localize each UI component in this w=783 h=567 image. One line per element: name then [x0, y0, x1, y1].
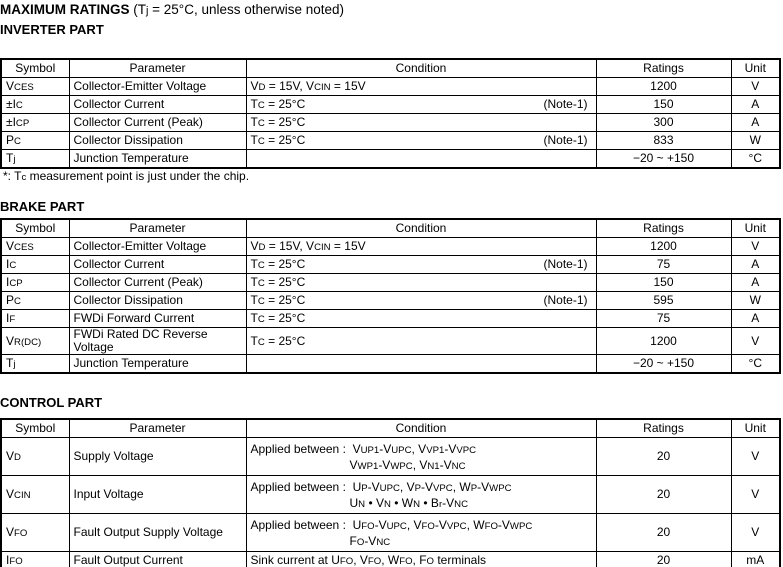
- cell-condition: TC = 25°C: [246, 274, 596, 292]
- cell-ratings: 20: [596, 514, 731, 552]
- cell-condition: TC = 25°C (Note-1): [246, 256, 596, 274]
- cell-condition: Sink current at UFO, VFO, WFO, FO terminals: [246, 552, 596, 567]
- section-heading-control: CONTROL PART: [0, 395, 103, 410]
- cell-symbol: VR(DC): [1, 328, 69, 355]
- cell-ratings: 150: [596, 96, 731, 114]
- cell-condition: VD = 15V, VCIN = 15V: [246, 238, 596, 256]
- cell-ratings: 75: [596, 310, 731, 328]
- cell-parameter: Collector Dissipation: [69, 292, 246, 310]
- cell-condition: Applied between : VUP1-VUPC, VVP1-VVPC VWP1-VWPC, VN1-VNC: [246, 438, 596, 476]
- cell-unit: V: [731, 328, 780, 355]
- page-title-bold: MAXIMUM RATINGS: [0, 2, 130, 17]
- column-header-unit: Unit: [731, 59, 780, 78]
- cell-parameter: Junction Temperature: [69, 150, 246, 169]
- cell-symbol: ICP: [1, 274, 69, 292]
- cell-ratings: 150: [596, 274, 731, 292]
- cell-unit: A: [731, 256, 780, 274]
- table-control-part: [0, 418, 781, 567]
- page-title: [0, 2, 344, 18]
- table-row: [1, 310, 780, 328]
- cell-ratings: 595: [596, 292, 731, 310]
- table-header-row: [1, 219, 780, 238]
- cell-unit: V: [731, 514, 780, 552]
- table-header-row: [1, 59, 780, 78]
- column-header-ratings: Ratings: [596, 59, 731, 78]
- cell-ratings: 20: [596, 438, 731, 476]
- column-header-parameter: Parameter: [69, 59, 246, 78]
- table-row: [1, 438, 780, 476]
- cell-ratings: 1200: [596, 78, 731, 96]
- cell-condition: TC = 25°C: [246, 310, 596, 328]
- cell-parameter: FWDi Rated DC Reverse Voltage: [69, 328, 246, 355]
- cell-condition-note: (Note-1): [543, 97, 588, 111]
- cell-condition-note: (Note-1): [543, 257, 588, 271]
- column-header-ratings: Ratings: [596, 419, 731, 438]
- cell-ratings: 20: [596, 476, 731, 514]
- table-brake-part: [0, 218, 781, 374]
- footnote-tc-measurement: *: Tc measurement point is just under the chip.: [3, 169, 250, 183]
- table-row: [1, 150, 780, 169]
- column-header-unit: Unit: [731, 219, 780, 238]
- table-inverter-part: [0, 58, 781, 169]
- cell-parameter: FWDi Forward Current: [69, 310, 246, 328]
- cell-symbol: VCES: [1, 78, 69, 96]
- cell-unit: °C: [731, 150, 780, 169]
- table-row: [1, 238, 780, 256]
- cell-ratings: 833: [596, 132, 731, 150]
- cell-parameter: Fault Output Current: [69, 552, 246, 567]
- table-row: [1, 96, 780, 114]
- table-row: [1, 514, 780, 552]
- cell-unit: V: [731, 78, 780, 96]
- cell-parameter: Input Voltage: [69, 476, 246, 514]
- column-header-ratings: Ratings: [596, 219, 731, 238]
- cell-condition: [246, 150, 596, 169]
- cell-condition-note: (Note-1): [543, 133, 588, 147]
- table-row: [1, 552, 780, 567]
- cell-ratings: 1200: [596, 238, 731, 256]
- cell-parameter: Collector Current (Peak): [69, 274, 246, 292]
- cell-condition: [246, 355, 596, 374]
- cell-symbol: Tj: [1, 150, 69, 169]
- table-row: [1, 256, 780, 274]
- cell-symbol: VD: [1, 438, 69, 476]
- cell-parameter: Supply Voltage: [69, 438, 246, 476]
- cell-condition: TC = 25°C: [246, 114, 596, 132]
- column-header-parameter: Parameter: [69, 419, 246, 438]
- cell-unit: A: [731, 274, 780, 292]
- cell-condition: TC = 25°C (Note-1): [246, 132, 596, 150]
- cell-condition: Applied between : UP-VUPC, VP-VVPC, WP-VWPC UN • VN • WN • Br-VNC: [246, 476, 596, 514]
- cell-unit: W: [731, 132, 780, 150]
- cell-unit: V: [731, 438, 780, 476]
- table-header-row: [1, 419, 780, 438]
- cell-condition-note: (Note-1): [543, 293, 588, 307]
- cell-unit: V: [731, 238, 780, 256]
- cell-unit: A: [731, 310, 780, 328]
- section-heading-inverter: INVERTER PART: [0, 22, 104, 37]
- cell-symbol: Tj: [1, 355, 69, 374]
- cell-parameter: Collector Dissipation: [69, 132, 246, 150]
- cell-unit: A: [731, 114, 780, 132]
- cell-parameter: Collector Current: [69, 256, 246, 274]
- cell-parameter: Collector Current: [69, 96, 246, 114]
- cell-condition: TC = 25°C (Note-1): [246, 292, 596, 310]
- cell-parameter: Collector Current (Peak): [69, 114, 246, 132]
- cell-ratings: 75: [596, 256, 731, 274]
- cell-condition: TC = 25°C: [246, 328, 596, 355]
- column-header-condition: Condition: [246, 219, 596, 238]
- table-row: [1, 292, 780, 310]
- table-row: [1, 274, 780, 292]
- column-header-condition: Condition: [246, 419, 596, 438]
- cell-unit: V: [731, 476, 780, 514]
- cell-ratings: 300: [596, 114, 731, 132]
- cell-condition: Applied between : UFO-VUPC, VFO-VVPC, WFO-VWPC FO-VNC: [246, 514, 596, 552]
- cell-symbol: VFO: [1, 514, 69, 552]
- cell-ratings: −20 ~ +150: [596, 355, 731, 374]
- table-row: [1, 328, 780, 355]
- table-row: [1, 78, 780, 96]
- section-heading-brake: BRAKE PART: [0, 199, 85, 214]
- cell-unit: °C: [731, 355, 780, 374]
- cell-ratings: −20 ~ +150: [596, 150, 731, 169]
- cell-unit: W: [731, 292, 780, 310]
- table-row: [1, 476, 780, 514]
- column-header-parameter: Parameter: [69, 219, 246, 238]
- cell-symbol: IC: [1, 256, 69, 274]
- page-title-condition: (Tj = 25°C, unless otherwise noted): [129, 2, 345, 17]
- table-row: [1, 114, 780, 132]
- table-row: [1, 132, 780, 150]
- cell-ratings: 1200: [596, 328, 731, 355]
- column-header-symbol: Symbol: [1, 419, 69, 438]
- column-header-symbol: Symbol: [1, 219, 69, 238]
- cell-unit: mA: [731, 552, 780, 567]
- column-header-condition: Condition: [246, 59, 596, 78]
- cell-symbol: ±IC: [1, 96, 69, 114]
- cell-parameter: Collector-Emitter Voltage: [69, 238, 246, 256]
- cell-symbol: ±ICP: [1, 114, 69, 132]
- column-header-unit: Unit: [731, 419, 780, 438]
- cell-condition: VD = 15V, VCIN = 15V: [246, 78, 596, 96]
- cell-parameter: Collector-Emitter Voltage: [69, 78, 246, 96]
- cell-symbol: PC: [1, 292, 69, 310]
- cell-condition: TC = 25°C (Note-1): [246, 96, 596, 114]
- table-row: [1, 355, 780, 374]
- cell-symbol: IF: [1, 310, 69, 328]
- cell-ratings: 20: [596, 552, 731, 567]
- column-header-symbol: Symbol: [1, 59, 69, 78]
- cell-symbol: IFO: [1, 552, 69, 567]
- cell-parameter: Junction Temperature: [69, 355, 246, 374]
- cell-unit: A: [731, 96, 780, 114]
- cell-symbol: PC: [1, 132, 69, 150]
- cell-symbol: VCES: [1, 238, 69, 256]
- cell-parameter: Fault Output Supply Voltage: [69, 514, 246, 552]
- cell-symbol: VCIN: [1, 476, 69, 514]
